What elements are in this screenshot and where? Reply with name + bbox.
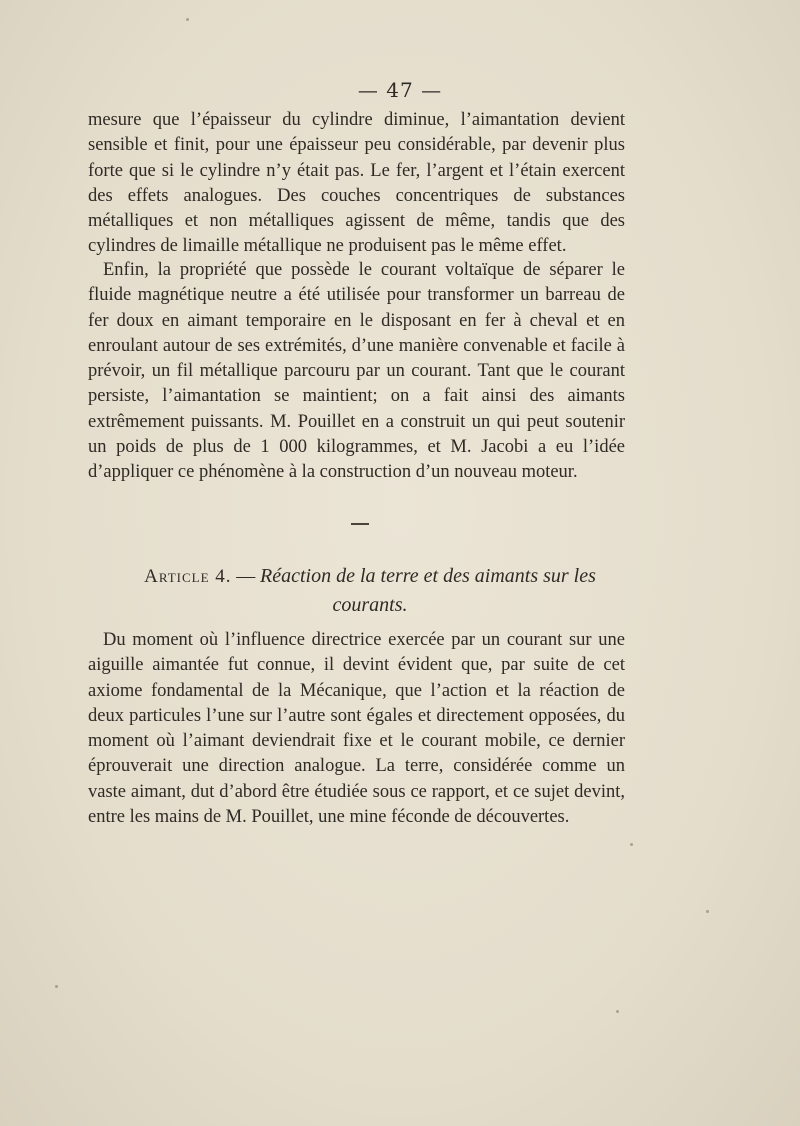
paper-speck [55, 985, 58, 988]
section-separator [351, 523, 369, 525]
paper-speck [706, 910, 709, 913]
heading-dash: — [236, 566, 256, 587]
paper-speck [630, 843, 633, 846]
paragraph-1: mesure que l’épaisseur du cylindre diminue, l’aimantation devient sensible et finit, pour une épaisseur peu considérable, par devenir plus forte que si le cylindre n’y était pas. Le fer, l’argent et l’étain exercent des effets analogues. Des couches concentriques de substances métalliques et non métalliques agissent de même, tandis que des cylindres de limaille métallique ne produisent pas le même effet. [88, 110, 625, 257]
section-heading [110, 562, 630, 620]
page-number: — 47 — [357, 78, 443, 102]
article-label: Article 4. [144, 566, 232, 587]
paragraph-3: Du moment où l’influence directrice exercée par un courant sur une aiguille aimantée fut connue, il devint évident que, par suite de cet axiome fondamental de la Mécanique, que l’action et la réaction de deux particules l’une sur l’autre sont égales et directement opposées, du moment où l’aimant deviendrait fixe et le courant mobile, ce dernier éprouverait une direction analogue. La terre, considérée comme un vaste aimant, dut d’abord être étudiée sous ce rapport, et ce sujet devint, entre les mains de M. Pouillet, une mine féconde de découvertes. [88, 630, 625, 828]
article-title: Réaction de la terre et des aimants sur les courants. [260, 565, 596, 616]
paper-speck [616, 1010, 619, 1013]
paragraph-2: Enfin, la propriété que possède le courant voltaïque de séparer le fluide magnétique neutre a été utilisée pour transformer un barreau de fer doux en aimant temporaire en le disposant en fer à cheval et en enroulant autour de ses extrémités, d’une manière convenable et facile à prévoir, un fil métallique parcouru par un courant. Tant que le courant persiste, l’aimantation se maintient; on a fait ainsi des aimants extrêmement puissants. M. Pouillet en a construit un qui peut soutenir un poids de plus de 1 000 kilogrammes, et M. Jacobi a eu l’idée d’appliquer ce phénomène à la construction d’un nouveau moteur. [88, 260, 625, 483]
paper-speck [186, 18, 189, 21]
